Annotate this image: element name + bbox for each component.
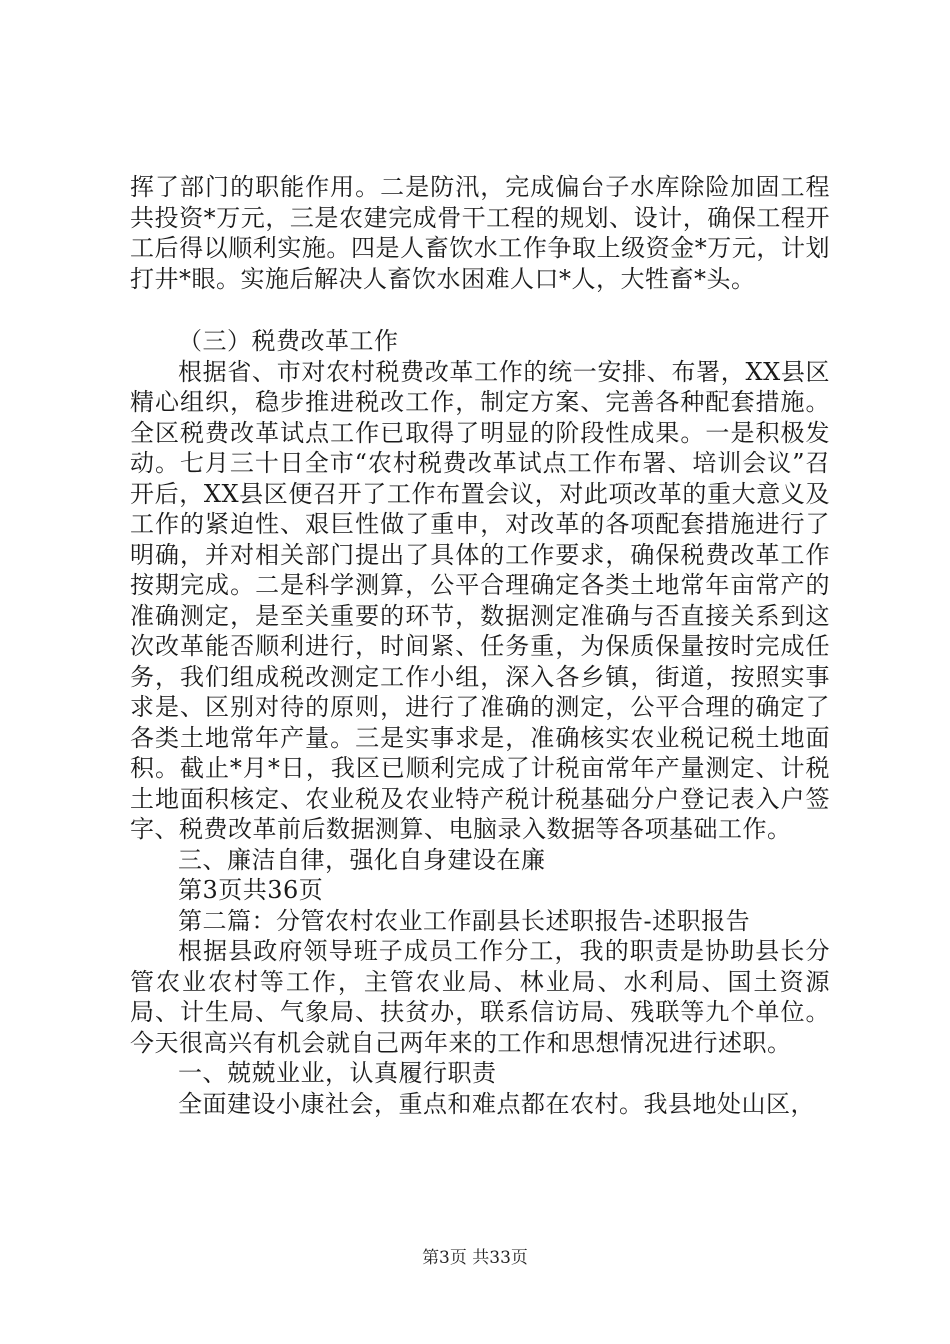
paragraph-tax-reform: 根据省、市对农村税费改革工作的统一安排、布署，XX县区精心组织，稳步推进税改工作，制定方案、完善各种配套措施。全区税费改革试点工作已取得了明显的阶段性成果。一是积极发动。七月三十日全市“农村税费改革试点工作布署、培训会议”召开后，XX县区便召开了工作布置会议，对此项改革的重大意义及工作的紧迫性、艰巨性做了重申，对改革的各项配套措施进行了明确，并对相关部门提出了具体的工作要求，确保税费改革工作按期完成。二是科学测算，公平合理确定各类土地常年亩常产的准确测定，是至关重要的环节，数据测定准确与否直接关系到这次改革能否顺利进行，时间紧、任务重，为保质保量按时完成任务，我们组成税改测定工作小组，深入各乡镇，街道，按照实事求是、区别对待的原则，进行了准确的测定，公平合理的确定了各类土地常年产量。三是实事求是，准确核实农业税记税土地面积。截止*月*日，我区已顺利完成了计税亩常年产量测定、计税土地面积核定、农业税及农业特产税计税基础分户登记表入户签字、税费改革前后数据测算、电脑录入数据等各项基础工作。	[130, 357, 830, 843]
page-footer: 第3页 共33页	[422, 1248, 528, 1268]
section-heading-diligence: 一、兢兢业业，认真履行职责	[178, 1059, 497, 1087]
paragraph-gap	[130, 294, 830, 326]
section-heading-tax-reform: （三）税费改革工作	[178, 327, 399, 355]
chapter-title: 第二篇：分管农村农业工作副县长述职报告-述职报告	[178, 906, 751, 935]
document-body	[130, 172, 830, 1119]
section-heading-integrity: 三、廉洁自律，强化自身建设在廉	[178, 845, 546, 874]
inline-page-marker: 第3页共36页	[178, 876, 324, 904]
paragraph-continuation: 挥了部门的职能作用。二是防汛，完成偏台子水库除险加固工程共投资*万元，三是农建完成骨干工程的规划、设计，确保工程开工后得以顺利实施。四是人畜饮水工作争取上级资金*万元，计划打井*眼。实施后解决人畜饮水困难人口*人，大牲畜*头。	[130, 173, 830, 293]
paragraph-rural: 全面建设小康社会，重点和难点都在农村。我县地处山区，	[178, 1089, 815, 1118]
paragraph-duties: 根据县政府领导班子成员工作分工，我的职责是协助县长分管农业农村等工作，主管农业局、林业局、水利局、国土资源局、计生局、气象局、扶贫办，联系信访局、残联等九个单位。今天很高兴有机会就自己两年来的工作和思想情况进行述职。	[130, 937, 830, 1057]
